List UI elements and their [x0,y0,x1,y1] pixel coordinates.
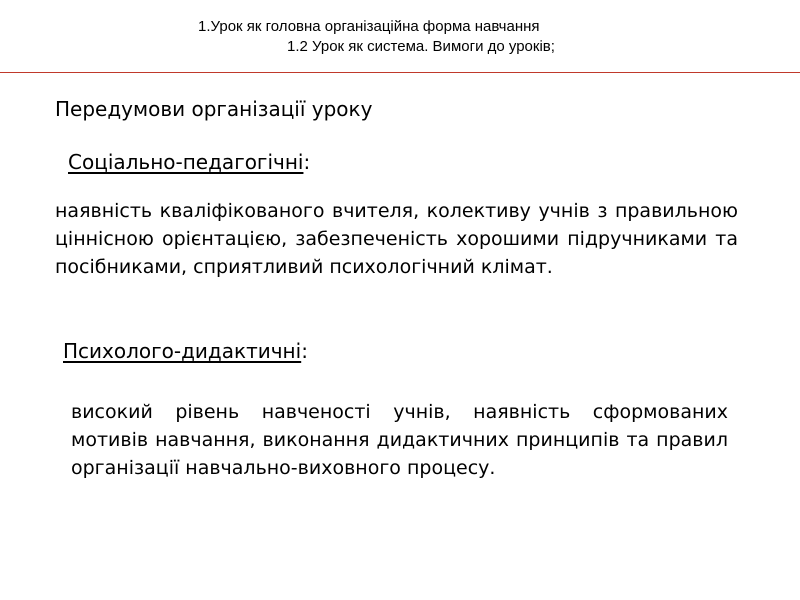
section-heading-label: Психолого-дидактичні [63,339,302,363]
header-topic-line: 1.Урок як головна організаційна форма навчання [198,18,540,35]
section-heading-psychological-didactic [63,339,308,363]
section-heading-social-pedagogical [68,150,310,174]
section-text-social-pedagogical: наявність кваліфікованого вчителя, колективу учнів з правильною ціннісною орієнтацією, забезпеченість хорошими підручниками та посібниками, сприятливий психологічний клімат. [55,200,738,278]
header-subtopic-line: 1.2 Урок як система. Вимоги до уроків; [287,38,555,55]
header-divider [0,72,800,73]
section-heading-colon: : [301,339,308,363]
section-heading-label: Соціально-педагогічні [68,150,304,174]
section-heading-colon: : [303,150,311,174]
slide-title: Передумови організації уроку [55,97,373,121]
slide-header [0,0,800,74]
section-text-psychological-didactic: високий рівень навченості учнів, наявність сформованих мотивів навчання, виконання дидактичних принципів та правил організації навчально-виховного процесу. [71,401,728,479]
